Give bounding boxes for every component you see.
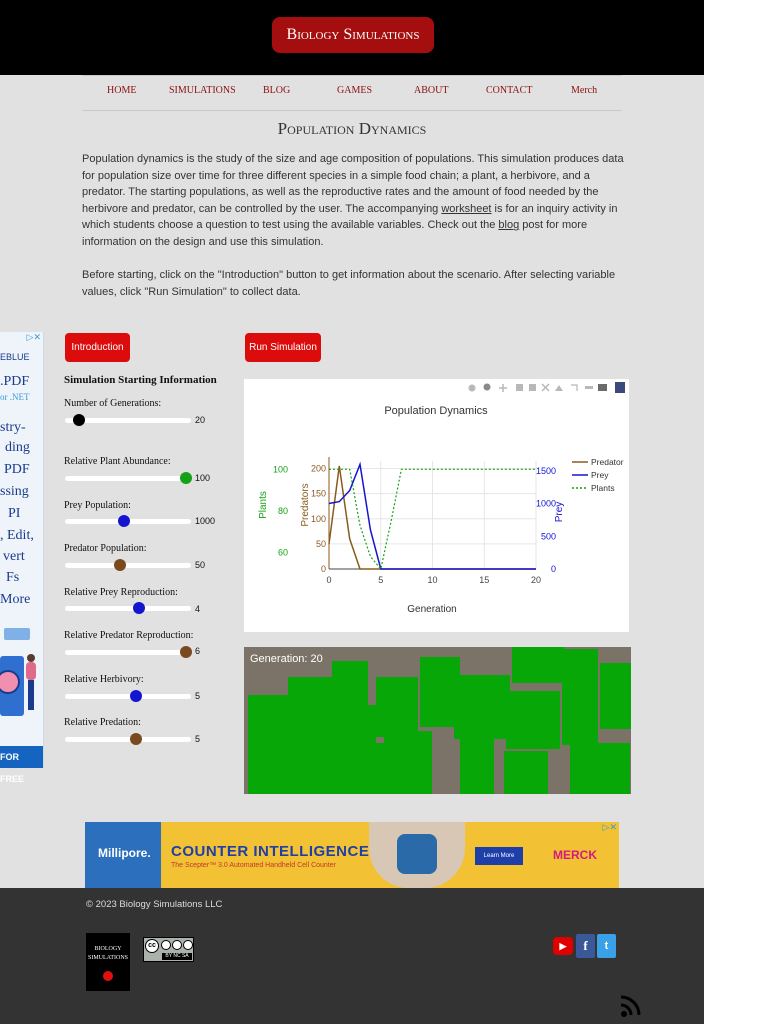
zoom-in-icon[interactable] <box>516 384 523 391</box>
plant-patch <box>360 743 384 794</box>
bottom-ad-banner[interactable] <box>85 822 619 888</box>
ad-illustration-icon <box>0 622 43 742</box>
autoscale-icon[interactable] <box>542 384 549 391</box>
footer-logo-text: BIOLOGY SIMULATIONS <box>88 946 129 961</box>
slider-label: Relative Predation: <box>64 717 141 728</box>
zoom-out-icon[interactable] <box>529 384 536 391</box>
ad-left-line: .PDF <box>0 374 30 389</box>
slider-label: Number of Generations: <box>64 398 162 409</box>
slider-label: Relative Predator Reproduction: <box>64 630 194 641</box>
predator-population-slider-track[interactable] <box>65 563 191 568</box>
herbivory-slider-track[interactable] <box>65 694 191 699</box>
nav-home[interactable]: HOME <box>107 85 137 96</box>
creative-commons-badge[interactable] <box>143 937 194 962</box>
ad-left-line: Fs <box>6 570 20 585</box>
x-tick-label: 20 <box>530 575 542 585</box>
ad-brand: Millipore. <box>98 846 151 860</box>
pan-icon[interactable] <box>499 384 507 392</box>
plant-patch <box>376 677 418 737</box>
introduction-button[interactable]: Introduction <box>65 333 130 362</box>
plant-patch <box>460 735 494 794</box>
prey-axis-title: Prey <box>554 501 565 523</box>
footer-logo[interactable] <box>86 933 130 991</box>
hover-closest-icon[interactable] <box>585 386 593 389</box>
nc-icon <box>172 940 182 950</box>
prey-population-slider-track[interactable] <box>65 519 191 524</box>
legend-label: Plants <box>591 483 615 493</box>
plotly-logo-icon[interactable] <box>615 382 625 393</box>
predation-value: 5 <box>195 734 201 744</box>
herbivory-value: 5 <box>195 691 201 701</box>
generation-counter: Generation: 20 <box>250 653 323 665</box>
ad-left-line: More <box>0 592 31 607</box>
intro-paragraph <box>82 151 626 251</box>
herbivory-slider-thumb[interactable] <box>130 690 142 702</box>
intro-text-3: post for more information on the design and use this simulation. <box>82 219 588 248</box>
ad-left-line: vert <box>3 549 25 564</box>
prey-population-slider-thumb[interactable] <box>118 515 130 527</box>
predator-reproduction-slider-track[interactable] <box>65 650 191 655</box>
ad-left-line: , Edit, <box>0 528 34 543</box>
simulation-world <box>244 647 631 794</box>
predators-tick-label: 50 <box>315 538 326 549</box>
slider-label: Relative Prey Reproduction: <box>64 587 178 598</box>
predator-reproduction-value: 6 <box>195 646 201 656</box>
youtube-icon[interactable]: ▶ <box>553 937 573 955</box>
plant-abundance-slider-thumb[interactable] <box>180 472 192 484</box>
population-chart[interactable] <box>244 379 629 632</box>
predators-tick-label: 0 <box>320 564 326 574</box>
plants-axis-title: Plants <box>258 491 269 519</box>
generations-slider-track[interactable] <box>65 418 191 423</box>
ad-left-cta[interactable]: FOR FREE <box>0 746 43 768</box>
ad-left-line: PDF <box>4 462 30 477</box>
plant-patch <box>248 695 288 794</box>
chart-title: Population Dynamics <box>384 405 488 417</box>
generations-slider-thumb[interactable] <box>73 414 85 426</box>
plant-patch <box>544 707 560 727</box>
predators-axis-title: Predators <box>300 483 311 527</box>
prey-reproduction-slider-track[interactable] <box>65 606 191 611</box>
spike-lines-icon[interactable] <box>571 385 577 391</box>
ad-headline: COUNTER INTELLIGENCE <box>171 843 370 860</box>
slider-label: Predator Population: <box>64 543 147 554</box>
zoom-icon[interactable] <box>484 384 491 391</box>
prey-tick-label: 0 <box>550 564 556 574</box>
sa-icon <box>183 940 193 950</box>
x-axis-title: Generation <box>407 604 457 615</box>
predators-tick-label: 100 <box>310 513 326 524</box>
predation-slider-track[interactable] <box>65 737 191 742</box>
prey-tick-label: 500 <box>540 531 556 542</box>
plants-tick-label: 60 <box>277 547 288 558</box>
ad-choices-icon[interactable]: ▷✕ <box>602 822 617 832</box>
plant-patch <box>454 675 510 739</box>
nav-games[interactable]: GAMES <box>337 85 373 96</box>
nav-blog[interactable]: BLOG <box>263 85 291 96</box>
nav-simulations[interactable]: SIMULATIONS <box>169 85 236 96</box>
prey-population-value: 1000 <box>195 516 216 526</box>
ad-choices-icon[interactable]: ▷✕ <box>26 332 41 342</box>
camera-icon[interactable] <box>469 385 476 392</box>
footer <box>0 888 704 1024</box>
predators-tick-label: 150 <box>310 488 326 499</box>
plant-abundance-slider-track[interactable] <box>65 476 191 481</box>
predator-population-slider-thumb[interactable] <box>114 559 126 571</box>
plant-abundance-value: 100 <box>195 473 211 483</box>
brand-logo-button[interactable]: Biology Simulations <box>272 17 434 53</box>
prey-reproduction-value: 4 <box>195 604 201 614</box>
top-bar <box>0 0 704 75</box>
legend-label: Prey <box>591 470 609 480</box>
nav-contact[interactable]: CONTACT <box>486 85 533 96</box>
left-ad-banner[interactable] <box>0 332 44 784</box>
ad-merck-logo: MERCK <box>553 848 597 862</box>
run-simulation-button[interactable]: Run Simulation <box>245 333 321 362</box>
facebook-icon[interactable]: f <box>576 934 595 958</box>
blog-link[interactable]: blog <box>498 219 520 232</box>
x-tick-label: 15 <box>479 575 490 585</box>
generations-value: 20 <box>195 415 206 425</box>
ad-left-line: ding <box>5 440 30 455</box>
chart-svg <box>244 379 629 632</box>
ad-subtitle: The Scepter™ 3.0 Automated Handheld Cell Counter <box>171 862 336 869</box>
ad-left-line: PI <box>8 506 21 521</box>
prey-reproduction-slider-thumb[interactable] <box>133 602 145 614</box>
intro-text-1: Population dynamics is the study of the size and age composition of populations. This simulation produces data for population size over time for three different species in a simple food chain; a plant, a herbivore, and a predator. The starting populations, as well as the reproductive rates and the amount of food needed by the herbivore and predator, can be controlled by the user. The accompanying <box>82 153 624 215</box>
cc-icon: cc <box>145 939 159 953</box>
predator-population-value: 50 <box>195 560 206 570</box>
plant-patch <box>574 709 594 739</box>
twitter-icon[interactable]: t <box>597 934 616 958</box>
legend-label: Predator <box>591 457 624 467</box>
by-icon <box>161 940 171 950</box>
nav-merch[interactable]: Merch <box>571 85 598 96</box>
x-tick-label: 10 <box>427 575 438 585</box>
slider-label: Relative Herbivory: <box>64 674 144 685</box>
plant-patch <box>504 751 548 794</box>
rss-icon[interactable] <box>620 991 642 1019</box>
predation-slider-thumb[interactable] <box>130 733 142 745</box>
home-icon[interactable] <box>555 385 563 391</box>
cc-license-text: BY NC SA <box>162 953 192 960</box>
ad-left-line: EBLUE <box>0 352 30 362</box>
ad-left-line: or .NET <box>0 392 30 402</box>
prey-tick-label: 1000 <box>535 498 556 509</box>
intro-text-2: is for an inquiry activity in which students choose a question to test using the available variables. Check out the <box>82 202 618 232</box>
prey-tick-label: 1500 <box>535 465 556 476</box>
page-title: Population Dynamics <box>277 119 427 138</box>
plant-patch <box>600 663 631 729</box>
simulation-info-title: Simulation Starting Information <box>64 374 217 386</box>
slider-label: Prey Population: <box>64 500 131 511</box>
copyright-text: © 2023 Biology Simulations LLC <box>86 899 223 910</box>
logo-mark-icon <box>103 971 113 981</box>
ad-left-line: ssing <box>0 484 29 499</box>
x-tick-label: 5 <box>378 575 384 585</box>
slider-label: Relative Plant Abundance: <box>64 456 171 467</box>
plants-tick-label: 100 <box>272 464 288 475</box>
x-tick-label: 0 <box>326 575 332 585</box>
nav-about[interactable]: ABOUT <box>414 85 449 96</box>
predators-tick-label: 200 <box>310 463 326 474</box>
plant-patch <box>570 743 630 794</box>
plant-patch <box>384 731 432 794</box>
hover-compare-icon[interactable] <box>598 384 607 391</box>
main-nav <box>82 75 622 111</box>
predator-reproduction-slider-thumb[interactable] <box>180 646 192 658</box>
ad-learn-more-button[interactable]: Learn More <box>475 847 523 865</box>
ad-photo-detail <box>397 834 437 874</box>
worksheet-link[interactable]: worksheet <box>441 202 492 215</box>
plant-patch <box>512 647 564 683</box>
ad-left-line: stry- <box>0 420 26 435</box>
chart-toolbar <box>469 382 626 393</box>
plants-tick-label: 80 <box>277 505 288 516</box>
instructions-paragraph: Before starting, click on the "Introduction" button to get information about the scenario. After selecting variable values, click "Run Simulation" to collect data. <box>82 269 616 298</box>
